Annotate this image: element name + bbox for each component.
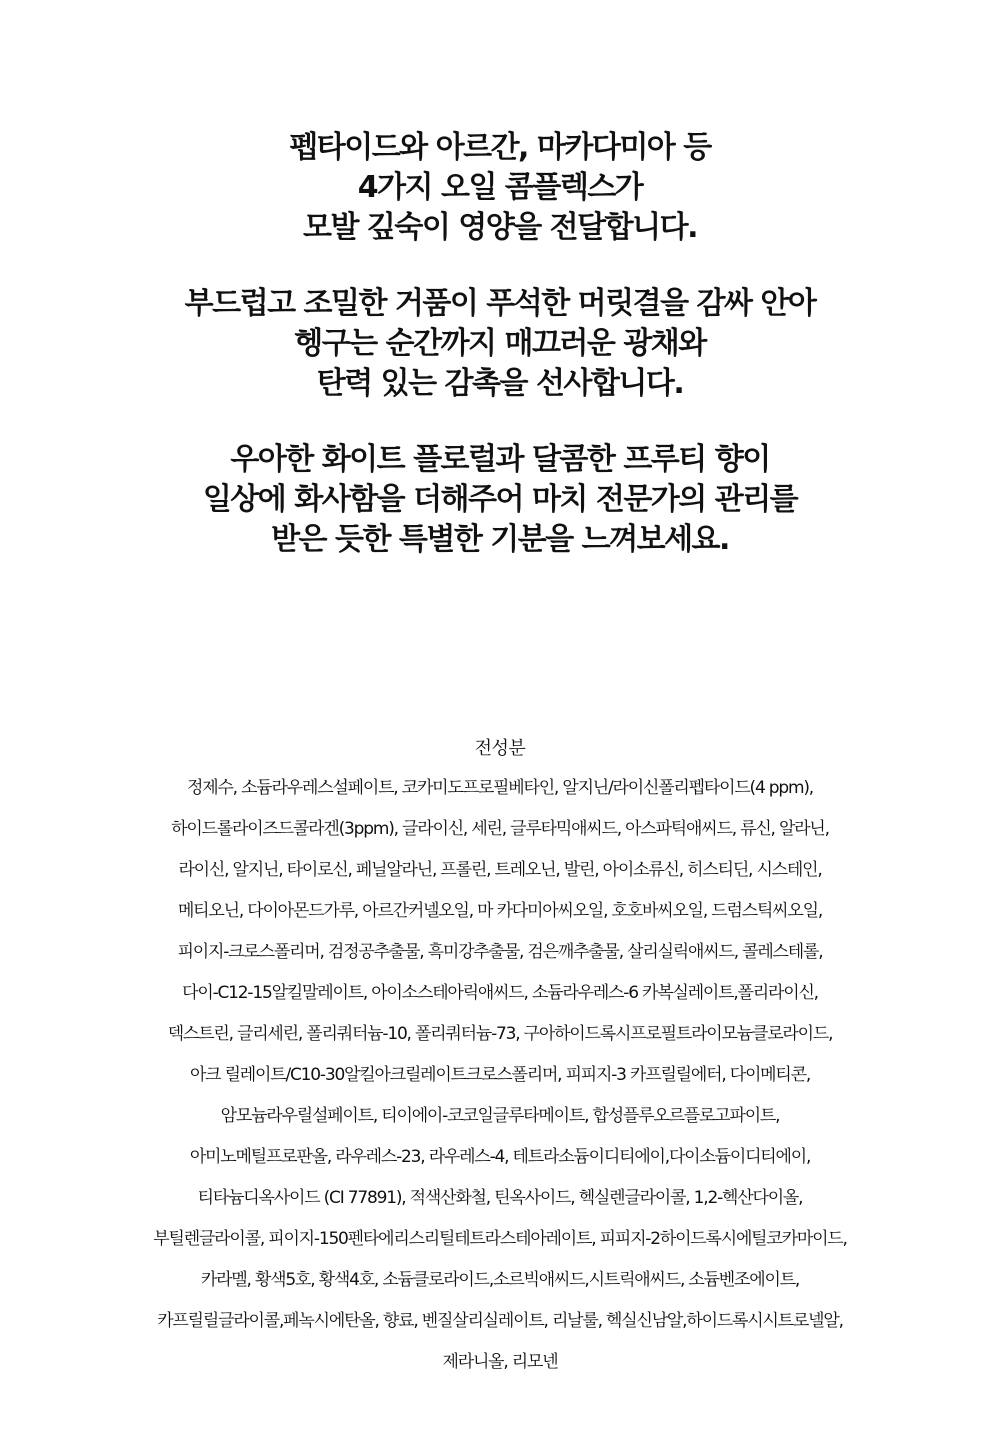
ingredients-line: 라이신, 알지닌, 타이로신, 페닐알라닌, 프롤린, 트레오닌, 발린, 아이소류신, 히스티딘, 시스테인, [178, 860, 822, 880]
ingredients-line: 카라멜, 황색5호, 황색4호, 소듐클로라이드,소르빅애씨드,시트릭애씨드, 소듐벤조에이트, [200, 1270, 800, 1290]
ingredients-line: 티타늄디옥사이드 (CI 77891), 적색산화철, 틴옥사이드, 헥실렌글라이콜, 1,2-헥산다이올, [197, 1188, 803, 1208]
description-line: 모발 깊숙이 영양을 전달합니다. [303, 210, 697, 245]
ingredients-line: 정제수, 소듐라우레스설페이트, 코카미도프로필베타인, 알지닌/라이신폴리펩타이드(4 ppm), [187, 778, 813, 798]
ingredients-line: 카프릴릴글라이콜,페녹시에탄올, 향료, 벤질살리실레이트, 리날룰, 헥실신남알,하이드록시시트로넬알, [157, 1311, 843, 1331]
description-line: 4가지 오일 콤플렉스가 [357, 170, 643, 205]
ingredients-title: 전성분 [474, 738, 526, 759]
ingredients-line: 암모늄라우릴설페이트, 티이에이-코코일글루타메이트, 합성플루오르플로고파이트, [220, 1106, 780, 1126]
ingredients-line: 메티오닌, 다이아몬드가루, 아르간커넬오일, 마 카다미아씨오일, 호호바씨오일, 드럼스틱씨오일, [177, 901, 823, 921]
ingredients-line: 아미노메틸프로판올, 라우레스-23, 라우레스-4, 테트라소듐이디티에이,다이소듐이디티에이, [189, 1147, 811, 1167]
ingredients-line: 부틸렌글라이콜, 피이지-150펜타에리스리틸테트라스테아레이트, 피피지-2하이드록시에틸코카마이드, [153, 1229, 847, 1249]
description-line: 탄력 있는 감촉을 선사합니다. [316, 366, 684, 401]
ingredients-line: 하이드롤라이즈드콜라겐(3ppm), 글라이신, 세린, 글루타믹애씨드, 아스파틱애씨드, 류신, 알라닌, [171, 819, 829, 839]
ingredients-line: 아크 릴레이트/C10-30알킬아크릴레이트크로스폴리머, 피피지-3 카프릴릴에터, 다이메티콘, [189, 1065, 811, 1085]
description-paragraph-fragrance [0, 440, 1000, 560]
ingredients-line: 제라니올, 리모넨 [442, 1352, 558, 1372]
description-line: 헹구는 순간까지 매끄러운 광채와 [294, 326, 706, 361]
ingredients-line: 다이-C12-15알킬말레이트, 아이소스테아릭애씨드, 소듐라우레스-6 카복실레이트,폴리라이신, [182, 983, 818, 1003]
description-paragraph-lather [0, 284, 1000, 404]
description-line: 일상에 화사함을 더해주어 마치 전문가의 관리를 [202, 482, 798, 517]
ingredients-line: 덱스트린, 글리세린, 폴리쿼터늄-10, 폴리쿼터늄-73, 구아하이드록시프로필트라이모늄클로라이드, [167, 1024, 833, 1044]
description-line: 받은 듯한 특별한 기분을 느껴보세요. [271, 522, 729, 557]
description-line: 부드럽고 조밀한 거품이 푸석한 머릿결을 감싸 안아 [184, 286, 816, 321]
description-line: 펩타이드와 아르간, 마카다미아 등 [289, 130, 711, 165]
ingredients-line: 피이지-크로스폴리머, 검정공추출물, 흑미강추출물, 검은깨추출물, 살리실릭애씨드, 콜레스테롤, [177, 942, 823, 962]
description-paragraph-nourish [0, 128, 1000, 248]
ingredients-section [0, 730, 1000, 1383]
description-line: 우아한 화이트 플로럴과 달콤한 프루티 향이 [230, 442, 770, 477]
product-description [0, 128, 1000, 596]
